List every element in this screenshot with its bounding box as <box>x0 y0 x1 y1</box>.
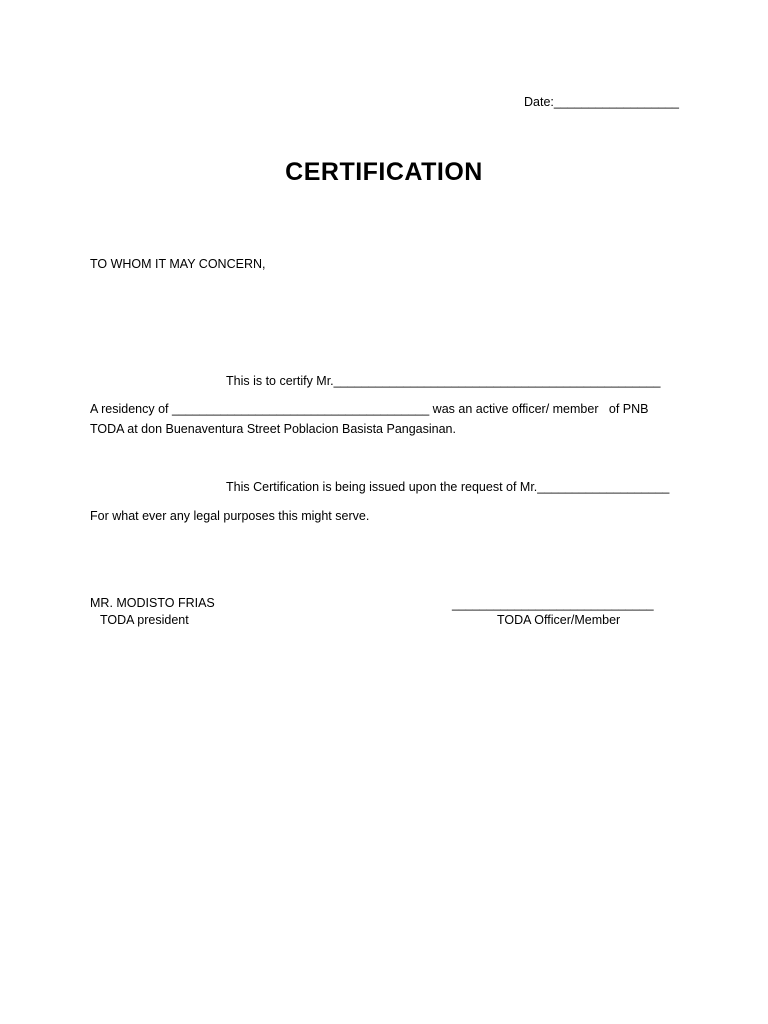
salutation: TO WHOM IT MAY CONCERN, <box>90 257 266 271</box>
signatory-left-title: TODA president <box>100 613 189 627</box>
residency-line-1: A residency of _____________________________________ was an active officer/ member of PNB <box>90 402 649 416</box>
document-title: CERTIFICATION <box>285 158 483 186</box>
signatory-left-name: MR. MODISTO FRIAS <box>90 596 215 610</box>
signatory-right-blank: _____________________________ <box>452 597 654 611</box>
certify-line: This is to certify Mr._______________________________________________ <box>226 374 661 388</box>
date-line: Date:__________________ <box>524 95 680 109</box>
signatory-right-title: TODA Officer/Member <box>497 613 621 627</box>
request-line: This Certification is being issued upon the request of Mr.___________________ <box>226 480 670 494</box>
residency-line-2: TODA at don Buenaventura Street Poblacion Basista Pangasinan. <box>90 422 456 436</box>
purpose-line: For what ever any legal purposes this might serve. <box>90 509 370 523</box>
